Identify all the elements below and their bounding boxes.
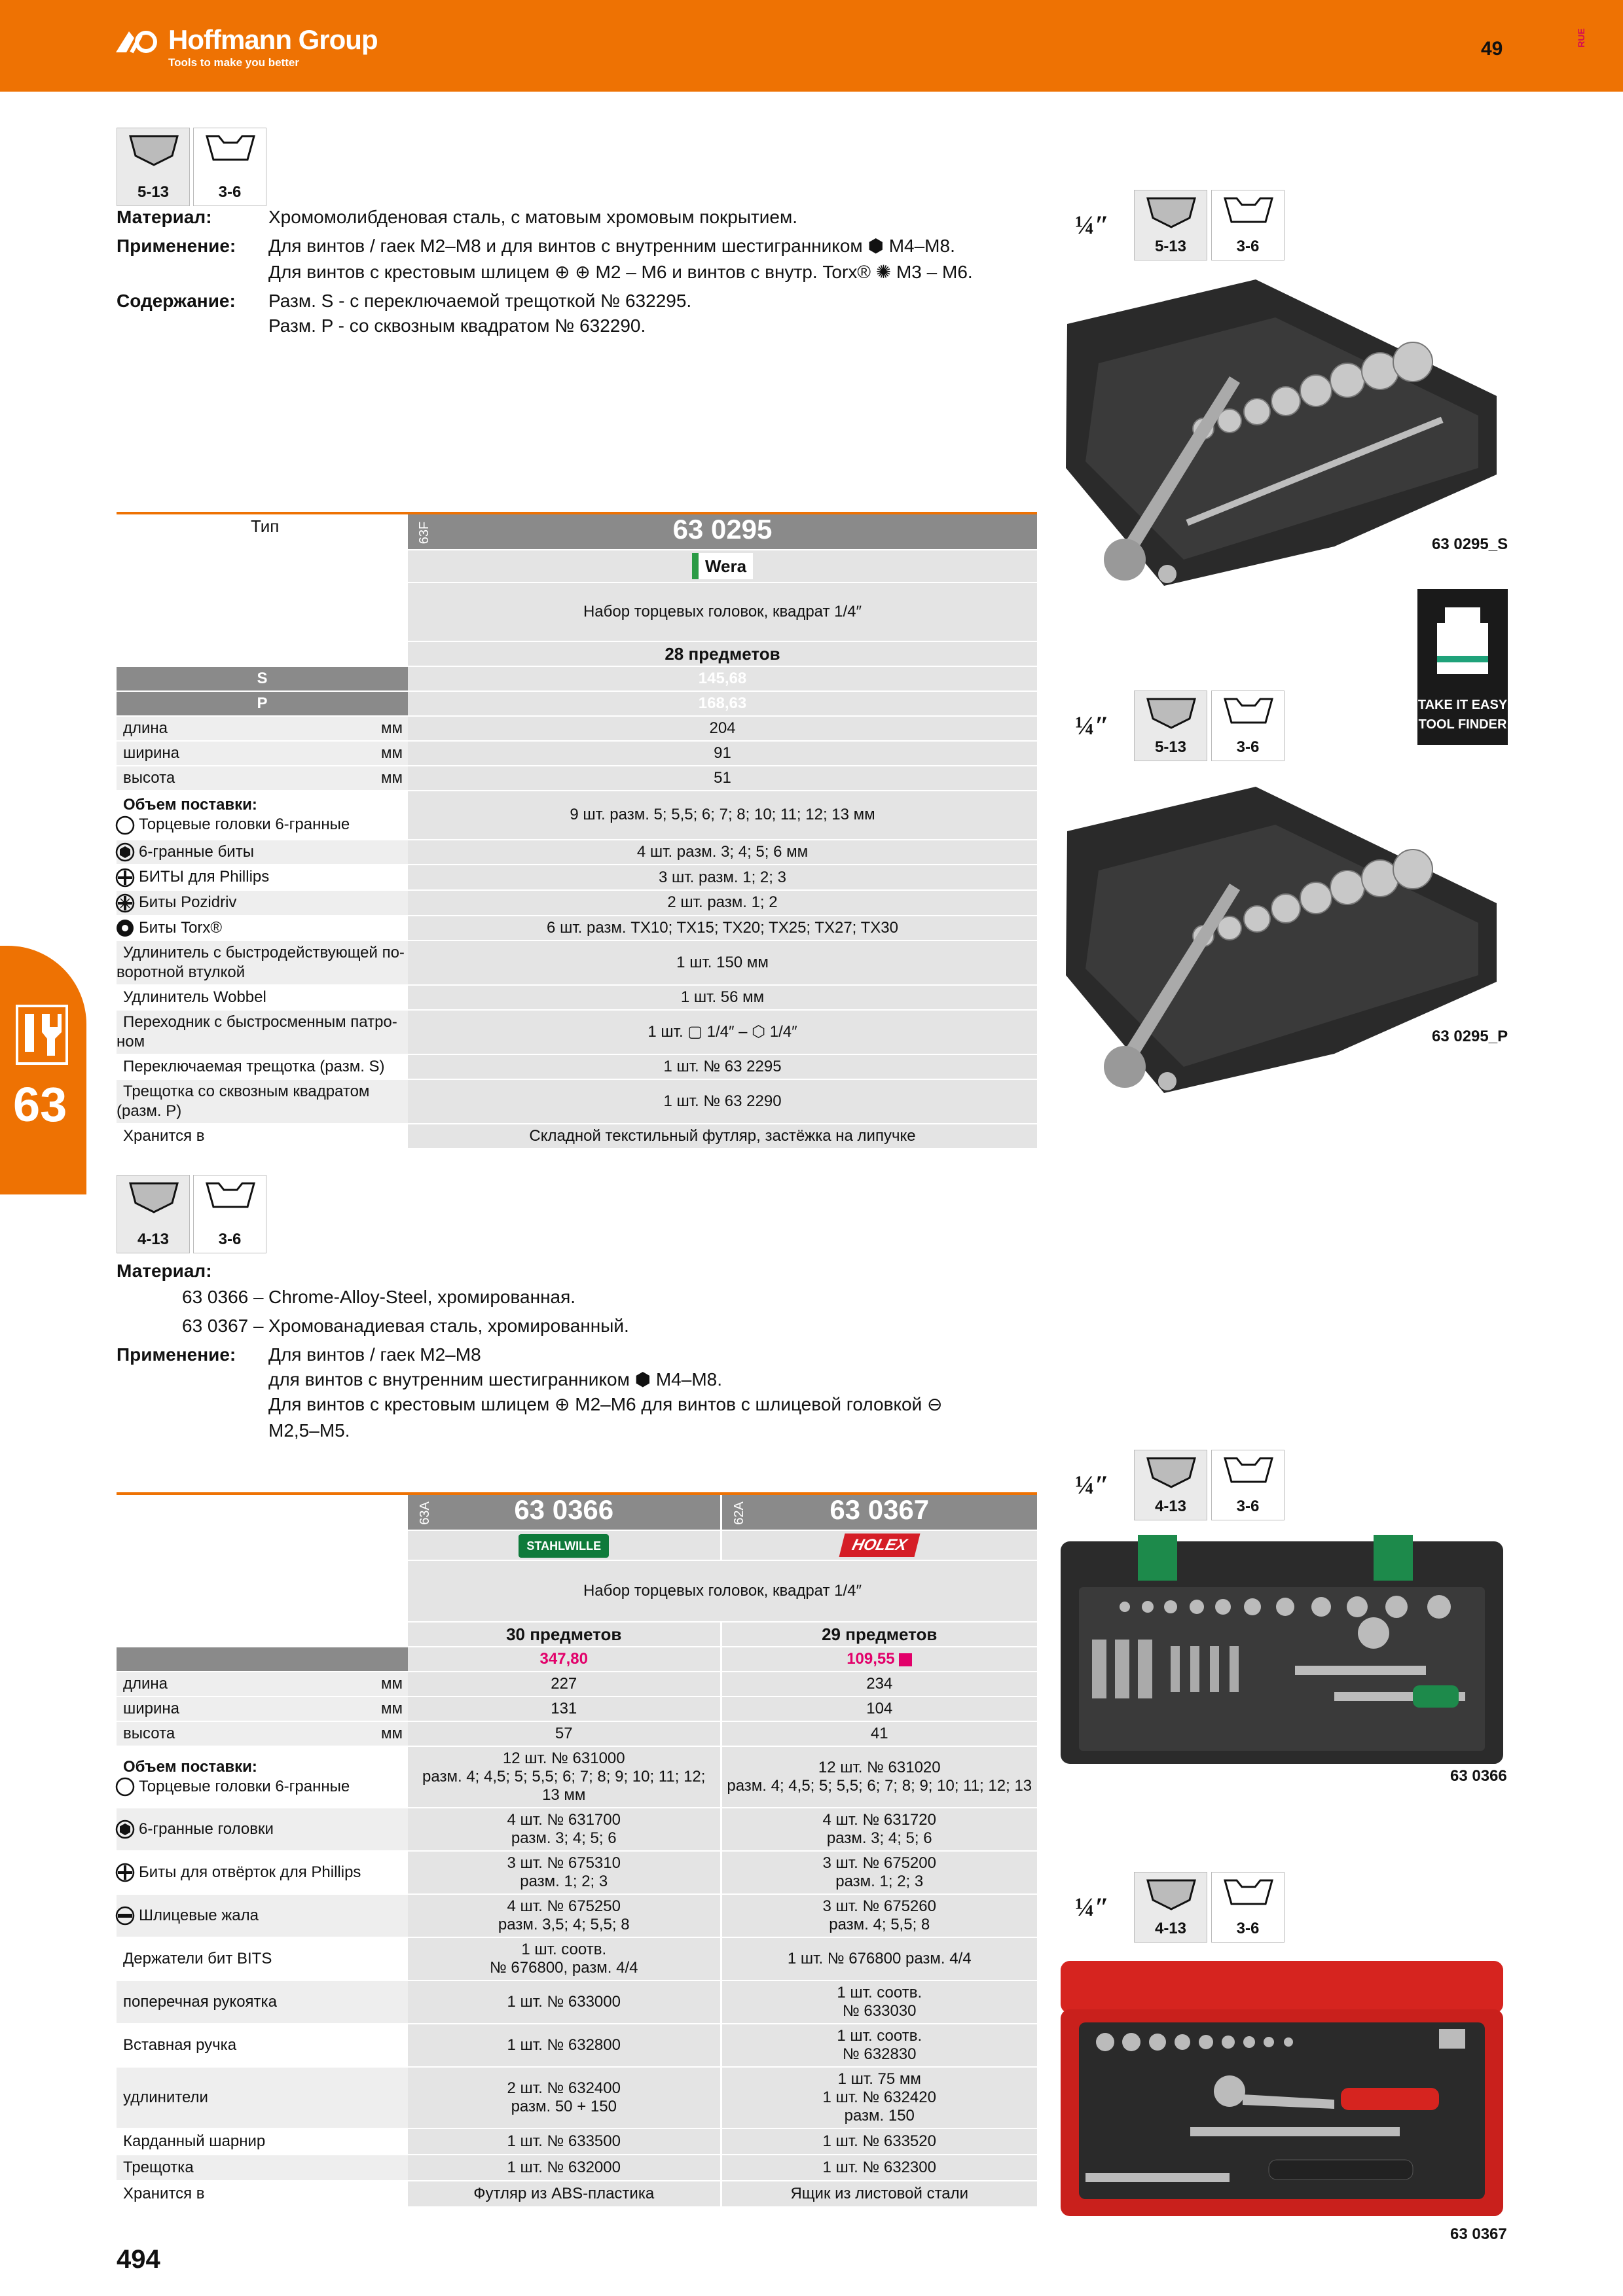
pozidriv-icon: ⊕ (575, 262, 591, 282)
set-count: 28 предметов (408, 641, 1037, 666)
stahlwille-set-photo[interactable] (1059, 1535, 1504, 1767)
scope-row: Держатели бит BITS 1 шт. соотв. № 676800, разм. 4/4 1 шт. № 676800 разм. 4/4 (117, 1937, 1037, 1981)
hex-bit-filled-icon (115, 842, 135, 862)
scope-row: Объем поставки: Торцевые головки 6-гранные 9 шт. разм. 5; 5,5; 6; 7; 8; 10; 11; 12; 13 мм (117, 791, 1037, 840)
brand-logo-stahlwille: STAHLWILLE (408, 1530, 721, 1560)
brand-logo[interactable] (115, 25, 378, 69)
bit-hex-icon (204, 134, 257, 169)
brand-logo-holex: HOLEX (721, 1530, 1037, 1560)
dimension-row: мм высота 57 41 (117, 1721, 1037, 1746)
footer-page-number: 494 (117, 2245, 160, 2274)
dimension-row: мм длина 204 (117, 716, 1037, 741)
image-caption: 63 0366 (1450, 1767, 1507, 1785)
scope-row: Шлицевые жала 4 шт. № 675250 разм. 3,5; 4; 5,5; 8 3 шт. № 675260 разм. 4; 5,5; 8 (117, 1894, 1037, 1937)
bit-hex-icon (204, 1181, 257, 1216)
hex-range-badge: 4-13 (117, 1175, 190, 1253)
price-row-label: S (117, 666, 408, 691)
phillips-icon (115, 868, 135, 888)
drive-size: ¼″ (1075, 1470, 1110, 1499)
set-description: Набор торцевых головок, квадрат 1/4″ (408, 1560, 1037, 1622)
scope-row: Переключаемая трещотка (разм. S) 1 шт. № 63 2295 (117, 1054, 1037, 1079)
drive-size: ¼″ (1075, 1892, 1110, 1922)
scope-row: Карданный шарнир 1 шт. № 633500 1 шт. № 633520 (117, 2128, 1037, 2155)
chapter-tab[interactable] (0, 946, 86, 1194)
material-text: Хромомолибденовая сталь, с матовым хромовым покрытием. (268, 207, 798, 227)
type-label: Тип (117, 514, 408, 550)
material-code-2: 63 0367 – (182, 1316, 264, 1336)
wera-set-photo-p[interactable] (1059, 779, 1504, 1100)
holex-set-photo[interactable] (1059, 1957, 1504, 2219)
slotted-icon (115, 1906, 135, 1926)
hex-range-badge: 4-13 (1134, 1872, 1207, 1943)
discount-marker-icon (899, 1653, 912, 1666)
scope-row: Биты для отвёрток для Phillips 3 шт. № 675310 разм. 1; 2; 3 3 шт. № 675200 разм. 1; 2; 3 (117, 1851, 1037, 1894)
pozidriv-icon (115, 893, 135, 913)
price-row-label: P (117, 691, 408, 716)
phillips-icon: ⊕ (555, 262, 570, 282)
bit-range-badge: 3-6 (1211, 190, 1285, 260)
application-text-4: M2,5–M5. (268, 1420, 350, 1441)
phillips-icon (115, 1863, 135, 1882)
application-text-2: для винтов с внутренним шестигранником ⬢ M4–M8. (268, 1369, 722, 1390)
scope-row: Вставная ручка 1 шт. № 632800 1 шт. соотв. № 632830 (117, 2024, 1037, 2067)
drive-size: ¼″ (1075, 711, 1110, 740)
bit-range-badge: 3-6 (1211, 1450, 1285, 1520)
phillips-icon: ⊕ (555, 1394, 570, 1414)
scope-row: Биты Pozidriv 2 шт. разм. 1; 2 (117, 890, 1037, 916)
contents-text-1: Разм. S - с переключаемой трещоткой № 632295. (268, 291, 692, 311)
dimension-row: мм ширина 131 104 (117, 1696, 1037, 1721)
bit-range-badge: 3-6 (1211, 1872, 1285, 1943)
header-bar (0, 0, 1623, 92)
brand-name: Hoffmann Group (168, 24, 378, 55)
drive-size: ¼″ (1075, 210, 1110, 240)
application-text-3: Для винтов с крестовым шлицем ⊕ M2–M6 для винтов с шлицевой головкой ⊖ (268, 1394, 943, 1414)
set-count: 30 предметов (408, 1622, 721, 1647)
page-number: 49 (1481, 38, 1503, 60)
hex-socket-outline-icon (115, 816, 135, 835)
application-label: Применение: (117, 1344, 236, 1365)
image-caption: 63 0295_S (1432, 535, 1508, 553)
article-number: 63 0366 (514, 1494, 614, 1525)
scope-row: Удлинитель Wobbel 1 шт. 56 мм (117, 985, 1037, 1010)
brand-logo-wera: Wera (408, 550, 1037, 583)
bit-range-badge: 3-6 (1211, 691, 1285, 761)
scope-row: Трещотка 1 шт. № 632000 1 шт. № 632300 (117, 2155, 1037, 2181)
page-code: RUE (1575, 28, 1586, 48)
dimension-row: мм длина 227 234 (117, 1672, 1037, 1696)
price-value-with-marker: 109,55 (721, 1647, 1037, 1672)
hex-range-badge: 4-13 (1134, 1450, 1207, 1520)
application-text-1: Для винтов / гаек M2–M8 (268, 1344, 481, 1365)
article-header[interactable]: 62A 63 0367 (721, 1495, 1037, 1530)
scope-row: 6-гранные головки 4 шт. № 631700 разм. 3; 4; 5; 6 4 шт. № 631720 разм. 3; 4; 5; 6 (117, 1808, 1037, 1851)
dimension-row: мм высота 51 (117, 766, 1037, 791)
socket-finder-icon (1417, 589, 1508, 687)
contents-text-2: Разм. P - со сквозным квадратом № 632290. (268, 315, 646, 336)
product-table-63-0295 (117, 514, 1037, 1149)
dimension-row: мм ширина 91 (117, 741, 1037, 766)
socket-hex-icon (128, 134, 180, 169)
set-count: 29 предметов (721, 1622, 1037, 1647)
image-caption: 63 0295_P (1432, 1028, 1508, 1045)
hex-bit-filled-icon (115, 1820, 135, 1839)
group-code: 63F (417, 521, 432, 545)
bit-range-badge: 3-6 (193, 128, 266, 206)
article-header[interactable]: 63A 63 0366 (408, 1495, 721, 1530)
scope-row: Трещотка со сквозным квадратом (разм. P) 1 шт. № 63 2290 (117, 1079, 1037, 1124)
hex-range-badge: 5-13 (1134, 691, 1207, 761)
material-label: Материал: (117, 207, 212, 227)
price-value: 168,63 (408, 691, 1037, 716)
bit-range-badge: 3-6 (193, 1175, 266, 1253)
scope-row: Биты Torx® 6 шт. разм. TX10; TX15; TX20; TX25; TX27; TX30 (117, 916, 1037, 941)
brand-tagline: Tools to make you better (168, 56, 299, 69)
article-header[interactable] (408, 514, 1037, 550)
hoffmann-logo-icon (115, 26, 164, 54)
scope-row: Удлинитель с быстродействующей по- воротной втулкой 1 шт. 150 мм (117, 941, 1037, 985)
hex-filled-icon: ⬢ (867, 236, 884, 256)
tool-finder-badge[interactable]: TAKE IT EASY TOOL FINDER (1417, 589, 1508, 745)
application-text: Для винтов / гаек M2–M8 и для винтов с внутренним шестигранником ⬢ M4–M8. (268, 236, 955, 256)
chapter-number: 63 (13, 1077, 67, 1132)
scope-row: Хранится в Футляр из ABS-пластика Ящик из листовой стали (117, 2181, 1037, 2207)
scope-row: БИТЫ для Phillips 3 шт. разм. 1; 2; 3 (117, 865, 1037, 890)
scope-row: поперечная рукоятка 1 шт. № 633000 1 шт. соотв. № 633030 (117, 1981, 1037, 2024)
tools-chapter-icon (16, 1005, 68, 1065)
scope-row: Хранится в Складной текстильный футляр, застёжка на липучке (117, 1124, 1037, 1149)
scope-row: 6-гранные биты 4 шт. разм. 3; 4; 5; 6 мм (117, 840, 1037, 865)
scope-row: удлинители 2 шт. № 632400 разм. 50 + 150 1 шт. 75 мм 1 шт. № 632420 разм. 150 (117, 2067, 1037, 2128)
article-number: 63 0295 (672, 514, 773, 545)
hex-range-badge: 5-13 (117, 128, 190, 206)
application-label: Применение: (117, 236, 236, 256)
material-text-1: Chrome-Alloy-Steel, хромированная. (268, 1287, 576, 1307)
scope-row: Переходник с быстросменным патро- ном 1 шт. ▢ 1/4″ – ⬡ 1/4″ (117, 1010, 1037, 1054)
socket-hex-icon (128, 1181, 180, 1216)
application-text-2: Для винтов с крестовым шлицем ⊕ ⊕ M2 – M6 и винтов с внутр. Torx® ✺ M3 – M6. (268, 262, 973, 282)
material-text-2: Хромованадиевая сталь, хромированный. (268, 1316, 629, 1336)
price-value: 145,68 (408, 666, 1037, 691)
article-number: 63 0367 (830, 1494, 930, 1525)
product-table-63-0366-0367 (117, 1495, 1037, 2208)
scope-row: Объем поставки: Торцевые головки 6-гранные 12 шт. № 631000 разм. 4; 4,5; 5; 5,5; 6; 7; 8; 9; 10; 11; 12; 13 мм 12 шт. № 631020 разм. 4; 4,5; 5; 5,5; 6; 7; 8; 9; 10; 11; 12; 13 (117, 1746, 1037, 1808)
set-description: Набор торцевых головок, квадрат 1/4″ (408, 583, 1037, 641)
hex-filled-icon: ⬢ (634, 1369, 651, 1390)
slotted-icon: ⊖ (927, 1394, 943, 1414)
torx-icon (115, 918, 135, 938)
hex-range-badge: 5-13 (1134, 190, 1207, 260)
material-label: Материал: (117, 1261, 212, 1281)
hex-socket-outline-icon (115, 1777, 135, 1797)
material-code-1: 63 0366 – (182, 1287, 264, 1307)
price-value: 347,80 (408, 1647, 721, 1672)
image-caption: 63 0367 (1450, 2225, 1507, 2243)
contents-label: Содержание: (117, 291, 236, 311)
torx-icon: ✺ (875, 262, 892, 282)
